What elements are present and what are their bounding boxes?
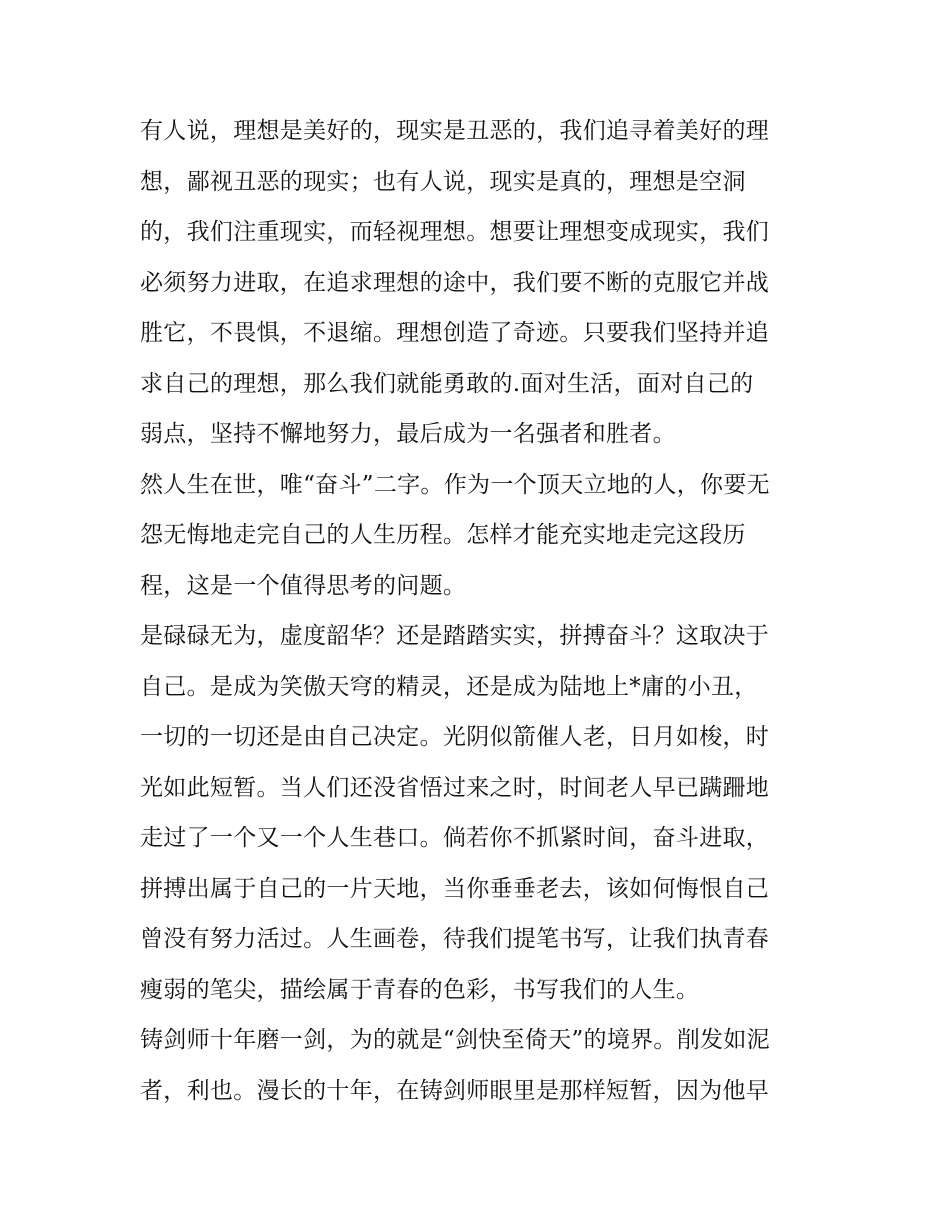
text-line: 拼搏出属于自己的一片天地，当你垂垂老去，该如何悔恨自己 — [140, 875, 770, 902]
text-line: 求自己的理想，那么我们就能勇敢的.面对生活，面对自己的 — [140, 370, 754, 397]
text-line: 光如此短暂。当人们还没省悟过来之时，时间老人早已蹒跚地 — [140, 774, 770, 801]
text-line: 瘦弱的笔尖，描绘属于青春的色彩，书写我们的人生。 — [140, 976, 700, 1003]
text-line: 曾没有努力活过。人生画卷，待我们提笔书写，让我们执青春 — [140, 926, 770, 952]
text-line: 走过了一个又一个人生巷口。倘若你不抓紧时间，奋斗进取， — [140, 825, 770, 851]
text-line: 有人说，理想是美好的，现实是丑恶的，我们追寻着美好的理 — [140, 118, 770, 144]
text-line: 铸剑师十年磨一剑，为的就是“剑快至倚天”的境界。削发如泥 — [140, 1027, 770, 1053]
text-line: 怨无悔地走完自己的人生历程。怎样才能充实地走完这段历 — [140, 522, 746, 548]
text-line: 者，利也。漫长的十年，在铸剑师眼里是那样短暂，因为他早 — [140, 1077, 770, 1104]
document-body — [140, 106, 820, 1116]
text-line: 的，我们注重现实，而轻视理想。想要让理想变成现实，我们 — [140, 219, 770, 245]
text-line: 胜它，不畏惧，不退缩。理想创造了奇迹。只要我们坚持并追 — [140, 320, 770, 346]
text-line: 一切的一切还是由自己决定。光阴似箭催人老，日月如梭，时 — [140, 724, 770, 750]
text-line: 然人生在世，唯“奋斗”二字。作为一个顶天立地的人，你要无 — [140, 471, 770, 498]
text-line: 必须努力进取，在追求理想的途中，我们要不断的克服它并战 — [140, 269, 770, 296]
text-line: 弱点，坚持不懈地努力，最后成为一名强者和胜者。 — [140, 421, 676, 447]
text-line: 自己。是成为笑傲天穹的精灵，还是成为陆地上*庸的小丑， — [140, 673, 758, 700]
text-line: 是碌碌无为，虚度韶华？还是踏踏实实，拼搏奋斗？这取决于 — [140, 623, 770, 649]
text-line: 程，这是一个值得思考的问题。 — [140, 572, 467, 599]
text-line: 想，鄙视丑恶的现实；也有人说，现实是真的，理想是空洞 — [140, 168, 746, 195]
